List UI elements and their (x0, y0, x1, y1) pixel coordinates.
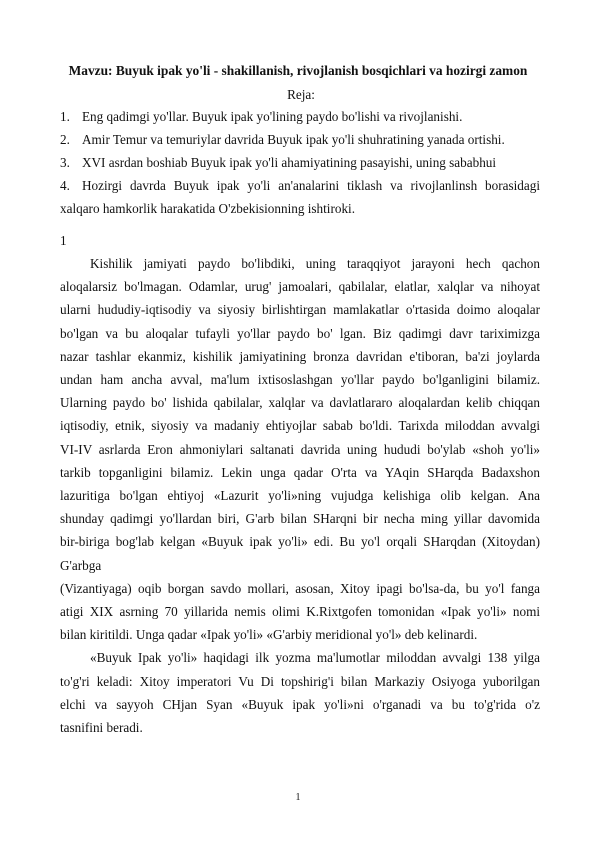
paragraph-line: Kishilik jamiyati paydo bo'libdiki, uning taraqqiyot jarayoni hech qachon (90, 256, 540, 271)
plan-item-number: 1. (60, 109, 70, 124)
paragraph-line: lazuritiga bo'lgan ehtiyoj «Lazurit yo'li»ning vujudga kelishiga olib kelgan. Ana (60, 488, 540, 504)
paragraph-line: Ularning paydo bo' lishida qabilalar, xalqlar va davlatlararo aloqalardan kelib chiqqan (60, 395, 540, 411)
paragraph-line: shunday qadimgi yo'llardan biri, G'arb bilan SHarqni bir necha ming yillar davomida (60, 511, 540, 527)
paragraph (60, 252, 540, 577)
paragraph-line: to'g'ri keladi: Xitoy imperatori Vu Di topshirig'i bilan Markaziy Osiyoga yuborilgan (60, 673, 540, 689)
plan-item-continuation: xalqaro hamkorlik harakatida O'zbekisionning ishtiroki. (60, 201, 355, 216)
paragraph-line: atigi XIX asrning 70 yillarida nemis olimi K.Rixtgofen tomonidan «Ipak yo'li» nomi (60, 604, 540, 620)
paragraph-line: bo'lgan va bu aloqalar tufayli yo'llar paydo bo' lgan. Biz qadimgi davr tariximizga (60, 325, 540, 341)
paragraph (60, 646, 540, 739)
plan-item-number: 2. (60, 132, 70, 147)
paragraph-line: G'arbga (60, 557, 102, 573)
paragraph-line: (Vizantiyaga) oqib borgan savdo mollari, asosan, Xitoy ipagi bo'lsa-da, bu yo'l fanga (60, 580, 540, 596)
plan-item (60, 105, 540, 128)
paragraph-line: aloqalarsiz bo'lmagan. Odamlar, urug' jamoalari, qabilalar, elatlar, xalqlar va nihoyat (60, 279, 540, 295)
paragraph (60, 577, 540, 647)
plan-list (60, 105, 540, 220)
plan-item (60, 128, 540, 151)
paragraph-line: iqtisodiy, etnik, siyosiy va madaniy ehtiyojlar sabab bo'ldi. Tarixda miloddan avvalgi (60, 418, 540, 434)
paragraph-line: «Buyuk Ipak yo'li» haqidagi ilk yozma ma'lumotlar miloddan avvalgi 138 yilga (90, 650, 540, 666)
plan-item-text: Hozirgi davrda Buyuk ipak yo'li an'analarini tiklash va rivojlanlinsh borasidagi (82, 178, 540, 193)
paragraph-line: bilan kiritildi. Unga qadar «Ipak yo'li» «G'arbiy meridional yo'l» deb kelinardi. (60, 627, 478, 643)
plan-item-text: Amir Temur va temuriylar davrida Buyuk ipak yo'li shuhratining yanada ortishi. (82, 132, 505, 147)
plan-item-number: 4. (60, 178, 70, 193)
paragraph-line: elchi va sayyoh CHjan Syan «Buyuk ipak yo'li»ni o'rganadi va bu to'g'rida o'z (60, 696, 540, 712)
body-text (60, 252, 540, 739)
plan-item-number: 3. (60, 155, 70, 170)
paragraph-line: tarkib topganligini bilamiz. Lekin unga qadar O'rta va YAqin SHarqda Badaxshon (60, 464, 540, 480)
section-number: 1 (60, 233, 67, 248)
plan-item-text: Eng qadimgi yo'llar. Buyuk ipak yo'lining paydo bo'lishi va rivojlanishi. (82, 109, 463, 124)
paragraph-line: VI-IV asrlarda Eron ahmoniylari saltanati davrida uning hududi bo'ylab «shoh yo'li» (60, 441, 540, 457)
page-number: 1 (295, 792, 301, 803)
plan-item (60, 151, 540, 174)
paragraph-line: bir-biriga bog'lab kelgan «Buyuk ipak yo'li» edi. Bu yo'l orqali SHarqdan (Xitoydan) (60, 534, 540, 550)
plan-item-text: XVI asrdan boshiab Buyuk ipak yo'li ahamiyatining pasayishi, uning sababhui (82, 155, 497, 170)
plan-heading: Reja: (287, 87, 315, 102)
paragraph-line: tasnifini beradi. (60, 720, 143, 736)
paragraph-line: nazar tashlar ekanmiz, kishilik jamiyatining bronza davridan e'tiboran, ba'zi joylarda (60, 348, 540, 364)
plan-item (60, 174, 540, 197)
paragraph-line: undan ham ancha avval, ma'lum ixtisoslashgan yo'llar paydo bo'lganligini bilamiz. (60, 372, 540, 388)
paragraph-line: ularni hududiy-iqtisodiy va siyosiy birlishtirgan mamlakatlar o'rtasida doimo aloqalar (60, 302, 540, 318)
document-title: Mavzu: Buyuk ipak yo'li - shakillanish, rivojlanish bosqichlari va hozirgi zamon (68, 63, 528, 78)
